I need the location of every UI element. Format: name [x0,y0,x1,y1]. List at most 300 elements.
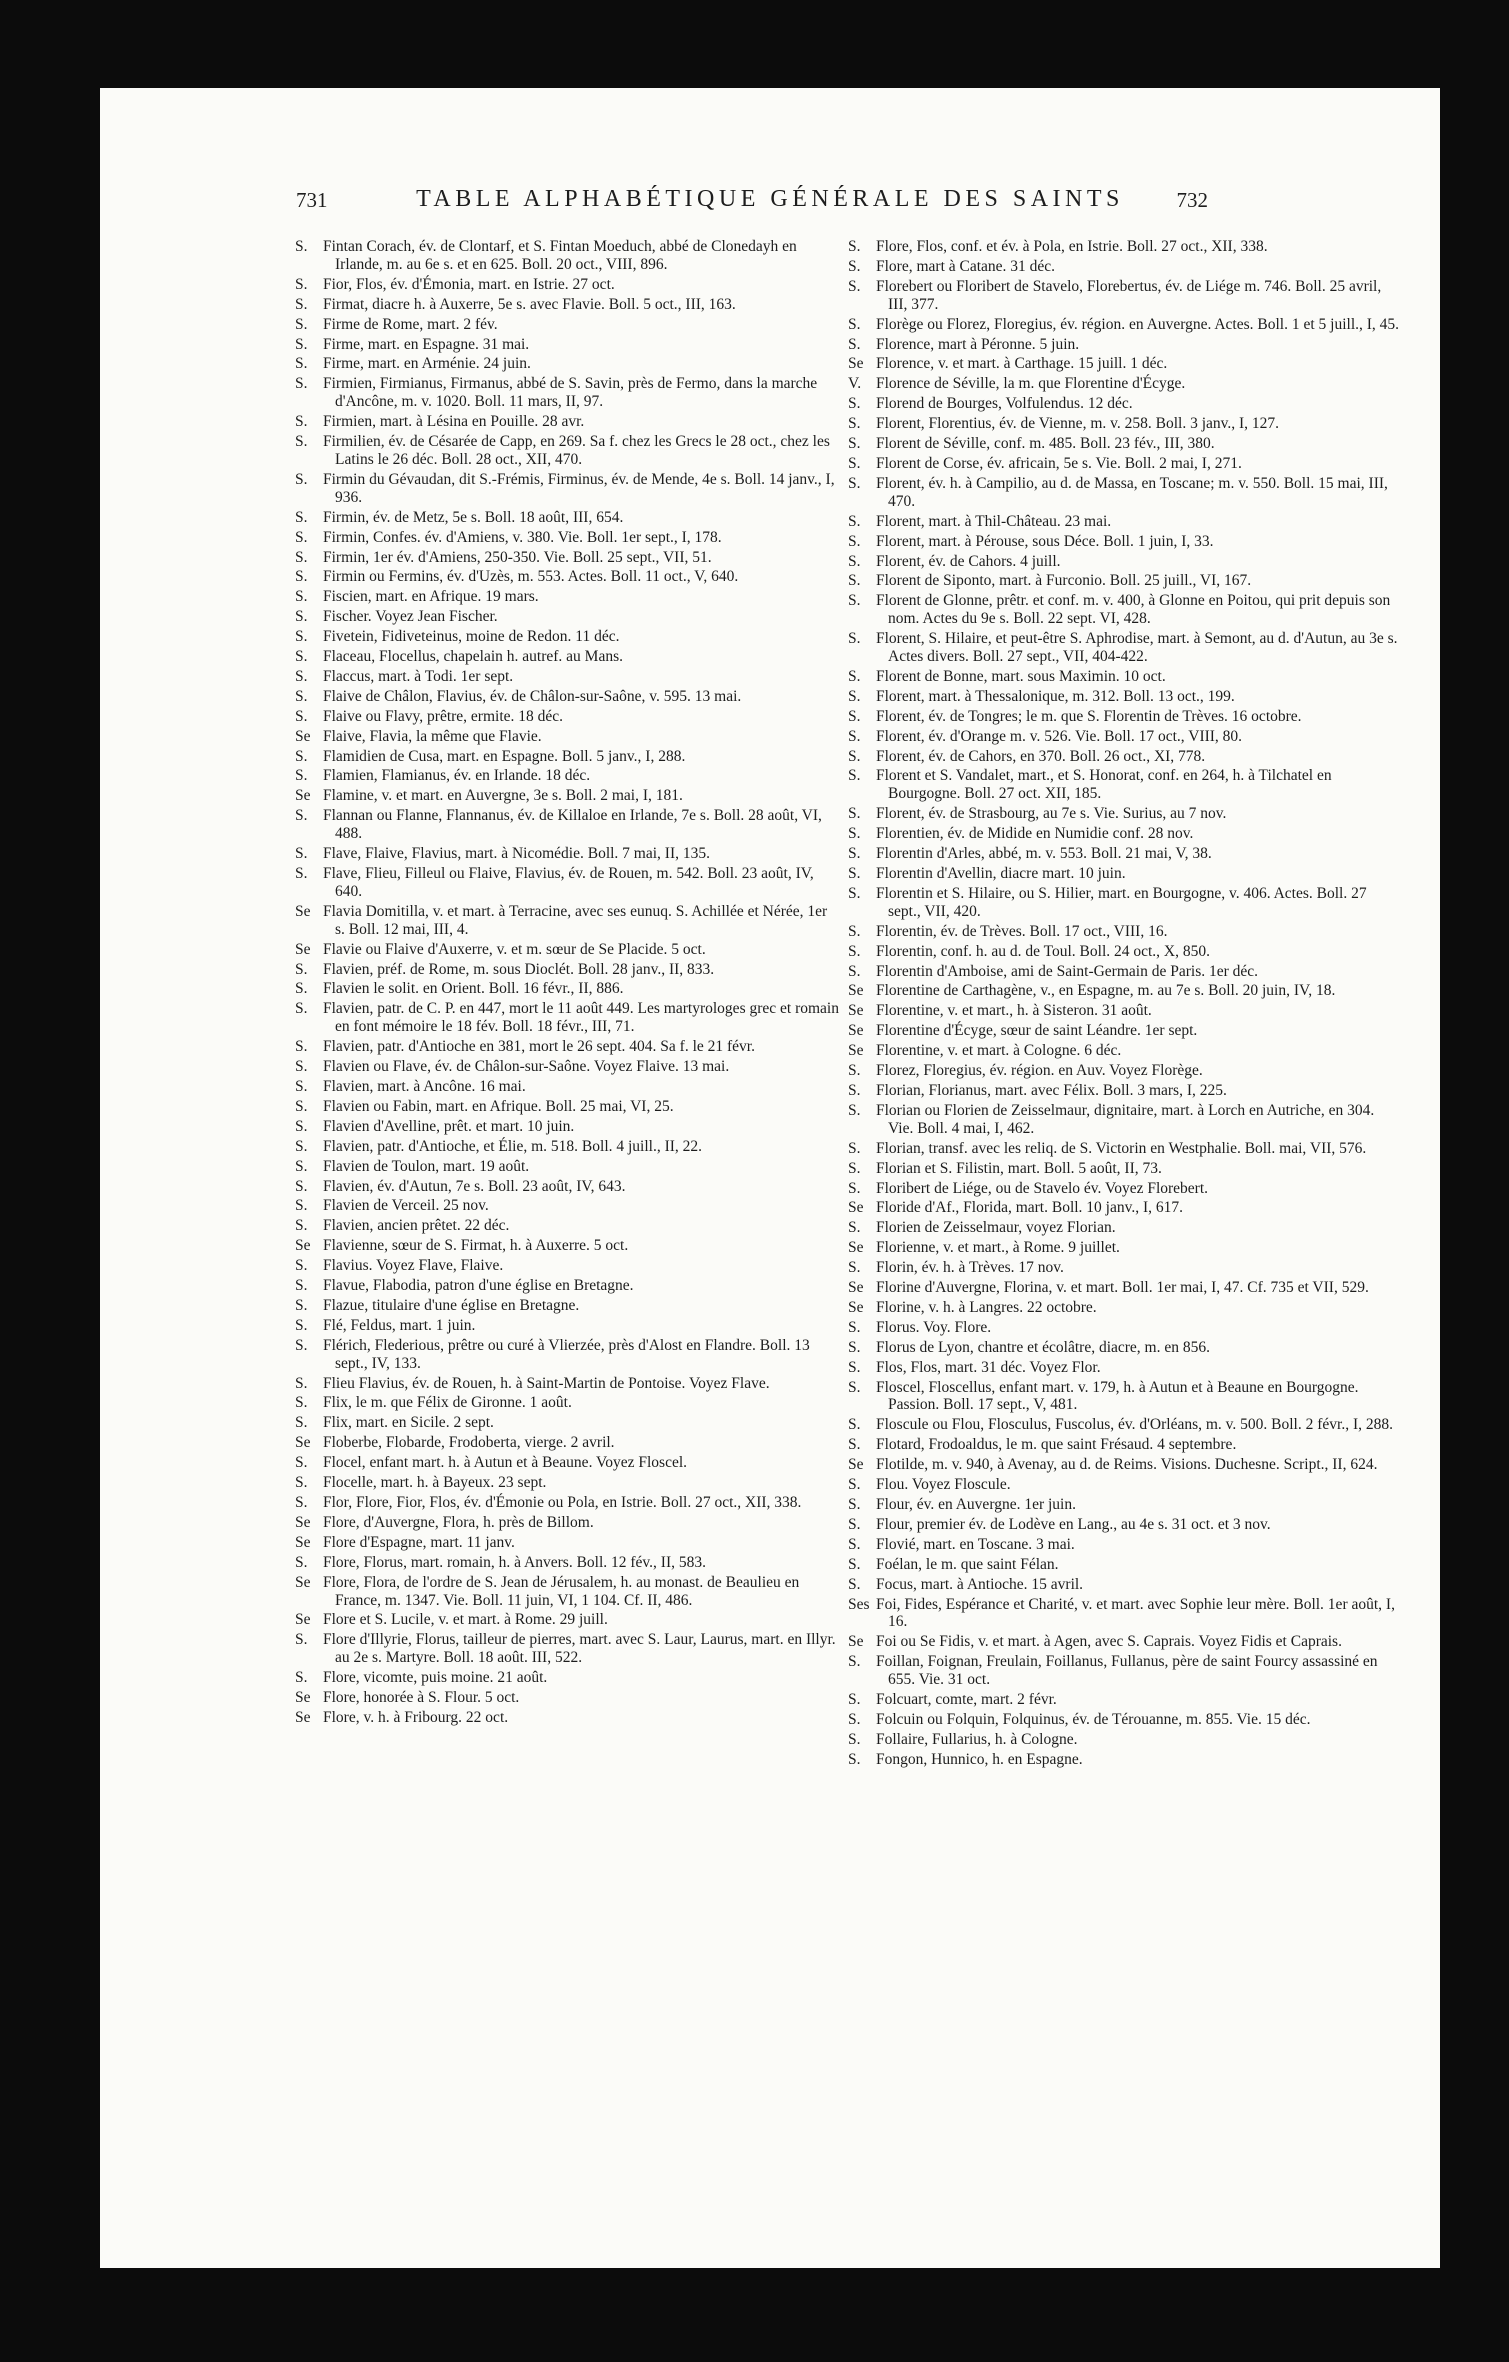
entry-title-abbr: S. [848,415,861,433]
entry [295,1434,840,1452]
entry-title-abbr: S. [295,960,308,978]
entry-title-abbr: S. [295,1097,308,1115]
entry-title-abbr: S. [295,1197,308,1215]
entry [295,433,840,469]
entry [848,238,1403,256]
entry-title-abbr: Se [848,355,864,373]
entry [295,903,840,939]
entry [848,1359,1403,1377]
entry-text: Florentine, v. et mart., h. à Sisteron. 31 août. [876,1002,1152,1020]
entry-title-abbr: S. [295,568,308,586]
entry-text: Firmien, Firmianus, Firmanus, abbé de S. Savin, près de Fermo, dans la marche d'Ancône, m. v. 1020. Boll. 11 mars, II, 97. [323,375,818,411]
entry-title-abbr: S. [295,238,308,255]
entry-title-abbr: S. [295,1374,308,1392]
entry-title-abbr: S. [848,1476,861,1494]
entry-text: Flavien le solit. en Orient. Boll. 16 févr., II, 886. [323,980,624,998]
entry-title-abbr: S. [295,433,308,451]
entry-text: Folcuin ou Folquin, Folquinus, év. de Térouanne, m. 855. Vie. 15 déc. [876,1710,1311,1728]
entry-text: Flave, Flieu, Filleul ou Flaive, Flavius, év. de Rouen, m. 542. Boll. 23 août, IV, 640. [323,865,814,900]
entry [295,336,840,354]
entry-text: Flaive, Flavia, la même que Flavie. [323,727,542,745]
entry-text: Florent, év. de Tongres; le m. que S. Florentin de Trèves. 16 octobre. [876,707,1302,725]
entry [295,1237,840,1255]
entry [848,1476,1403,1494]
entry [295,1494,840,1512]
entry [295,688,840,706]
entry [848,1691,1403,1709]
entry [295,1000,840,1036]
entry [848,1633,1403,1651]
entry-text: Flannan ou Flanne, Flannanus, év. de Killaloe en Irlande, 7e s. Boll. 28 août, VI, 488. [323,807,822,843]
entry-text: Flavien de Toulon, mart. 19 août. [323,1157,530,1175]
entry [848,1259,1403,1277]
entry-text: Flore d'Espagne, mart. 11 janv. [323,1533,515,1551]
right-column [848,238,1403,1771]
entry [295,238,840,274]
entry-title-abbr: S. [295,1394,308,1412]
entry-text: Florence, v. et mart. à Carthage. 15 juill. 1 déc. [876,355,1168,373]
entry-text: Foélan, le m. que saint Félan. [876,1555,1059,1573]
entry-text: Florian, transf. avec les reliq. de S. Victorin en Westphalie. Boll. mai, VII, 576. [876,1139,1367,1157]
entry-title-abbr: S. [848,1575,861,1593]
entry-title-abbr: S. [295,1000,308,1018]
entry-title-abbr: Se [848,1042,864,1060]
entry-title-abbr: S. [848,1219,861,1237]
entry [295,1197,840,1215]
entry [848,630,1403,666]
entry-title-abbr: S. [295,1117,308,1135]
entry-title-abbr: S. [295,865,308,882]
entry-title-abbr: S. [848,1496,861,1513]
left-column [295,238,840,1729]
entry-text: Flavius. Voyez Flave, Flaive. [323,1257,504,1275]
entry-text: Floride d'Af., Florida, mart. Boll. 10 janv., I, 617. [876,1199,1184,1217]
entry-title-abbr: S. [295,1137,308,1155]
entry-title-abbr: S. [295,1454,308,1472]
entry [295,1297,840,1315]
entry-text: Flore, vicomte, puis moine. 21 août. [323,1669,548,1687]
entry-text: Flavien de Verceil. 25 nov. [323,1197,489,1215]
page-title: TABLE ALPHABÉTIQUE GÉNÉRALE DES SAINTS [416,186,1124,212]
entry [295,1689,840,1707]
entry [848,1160,1403,1178]
entry [295,1317,840,1335]
entry-title-abbr: S. [848,707,861,725]
entry [295,748,840,766]
entry-title-abbr: S. [295,648,308,666]
entry [295,1337,840,1373]
entry-title-abbr: S. [848,532,861,550]
entry-text: Florentin et S. Hilaire, ou S. Hilier, mart. en Bourgogne, v. 406. Actes. Boll. 27 sept., VII, 420. [876,884,1367,920]
entry-text: Fior, Flos, év. d'Émonia, mart. en Istrie. 27 oct. [323,275,615,293]
entry-text: Flore, Flos, conf. et év. à Pola, en Istrie. Boll. 27 oct., XII, 338. [876,238,1268,255]
entry [848,728,1403,746]
entry [295,1611,840,1629]
entry-text: Florent, Florentius, év. de Vienne, m. v. 258. Boll. 3 janv., I, 127. [876,415,1280,433]
page-number-left: 731 [296,188,328,212]
entry [848,1199,1403,1217]
entry-text: Floscel, Floscellus, enfant mart. v. 179, h. à Autun et à Beaune en Bourgogne. Passion. Boll. 17 sept., V, 481. [876,1378,1359,1414]
entry-text: Flos, Flos, mart. 31 déc. Voyez Flor. [876,1358,1101,1376]
entry [295,1375,840,1393]
entry-title-abbr: S. [295,1316,308,1334]
entry-text: Flavie ou Flaive d'Auxerre, v. et m. sœur de Se Placide. 5 oct. [323,940,706,958]
entry-text: Florent de Siponto, mart. à Furconio. Boll. 25 juill., VI, 167. [876,572,1252,590]
entry-title-abbr: S. [848,767,861,785]
entry [295,1454,840,1472]
entry-title-abbr: S. [295,355,308,373]
entry [848,825,1403,843]
entry-title-abbr: S. [848,1318,861,1336]
entry [848,1436,1403,1454]
entry-text: Flérich, Flederious, prêtre ou curé à Vlierzée, près d'Alost en Flandre. Boll. 13 sept., IV, 133. [323,1336,810,1372]
entry-title-abbr: S. [295,1177,308,1195]
entry-text: Florent, S. Hilaire, et peut-être S. Aphrodise, mart. à Semont, au d. d'Autun, au 3e s. Actes divers. Boll. 27 sept., VII, 404-422. [876,630,1398,666]
entry-title-abbr: S. [848,572,861,590]
entry-text: Flore, mart à Catane. 31 déc. [876,257,1056,275]
entry [295,1178,840,1196]
entry [848,475,1403,511]
entry [848,668,1403,686]
entry-text: Flavia Domitilla, v. et mart. à Terracine, avec ses eunuq. S. Achillée et Nérée, 1er s. Boll. 12 mai, III, 4. [323,902,828,938]
entry-title-abbr: S. [295,508,308,526]
entry-text: Florentin, év. de Trèves. Boll. 17 oct., VIII, 16. [876,922,1168,940]
entry-text: Flocel, enfant mart. h. à Autun et à Beaune. Voyez Floscel. [323,1454,688,1472]
entry-title-abbr: S. [295,1296,308,1314]
entry-title-abbr: S. [848,1101,861,1119]
entry [848,1496,1403,1514]
entry [295,608,840,626]
entry-title-abbr: S. [848,257,861,275]
entry [848,805,1403,823]
entry-text: Flore, d'Auvergne, Flora, h. près de Billom. [323,1513,594,1531]
entry [848,1002,1403,1020]
entry [848,1536,1403,1554]
entry-title-abbr: S. [295,707,308,725]
entry [848,1022,1403,1040]
entry-title-abbr: S. [848,1179,861,1197]
entry [848,688,1403,706]
entry [295,941,840,959]
entry-text: Florentine d'Écyge, sœur de saint Léandre. 1er sept. [876,1022,1198,1040]
entry [295,648,840,666]
entry-title-abbr: S. [848,845,861,863]
entry-text: Florentien, év. de Midide en Numidie conf. 28 nov. [876,825,1194,843]
entry-text: Follaire, Fullarius, h. à Cologne. [876,1730,1078,1748]
entry-text: Flaive de Châlon, Flavius, év. de Châlon-sur-Saône, v. 595. 13 mai. [323,687,742,705]
page-number-right: 732 [1176,188,1208,212]
entry-title-abbr: S. [848,592,861,610]
entry-text: Florent, mart. à Thil-Château. 23 mai. [876,512,1112,530]
entry-text: Florentin d'Arles, abbé, m. v. 553. Boll. 21 mai, V, 38. [876,845,1212,863]
entry-text: Florentin, conf. h. au d. de Toul. Boll. 24 oct., X, 850. [876,942,1210,960]
entry-title-abbr: S. [295,470,308,488]
entry-text: Flou. Voyez Floscule. [876,1476,1011,1494]
entry-title-abbr: S. [295,1669,308,1687]
entry [848,1751,1403,1769]
entry [295,1158,840,1176]
entry-text: Flavien ou Fabin, mart. en Afrique. Boll. 25 mai, VI, 25. [323,1097,674,1115]
entry-title-abbr: S. [295,1077,308,1095]
entry-title-abbr: S. [295,1414,308,1432]
entry-title-abbr: S. [295,687,308,705]
entry-title-abbr: S. [295,807,308,825]
entry-title-abbr: S. [848,1653,861,1671]
entry [848,1416,1403,1434]
entry-title-abbr: S. [848,1378,861,1396]
entry-text: Flavien, patr. d'Antioche, et Élie, m. 518. Boll. 4 juill., II, 22. [323,1137,703,1155]
entry-text: Flavien, patr. d'Antioche en 381, mort le 26 sept. 404. Sa f. le 21 févr. [323,1038,755,1056]
entry-title-abbr: S. [848,922,861,940]
entry [295,807,840,843]
entry-text: Flé, Feldus, mart. 1 juin. [323,1316,476,1334]
entry [295,1058,840,1076]
entry-title-abbr: S. [848,942,861,960]
entry-text: Florus de Lyon, chantre et écolâtre, diacre, m. en 856. [876,1338,1210,1356]
entry-text: Flotard, Frodoaldus, le m. que saint Frésaud. 4 septembre. [876,1436,1237,1454]
entry-text: Flore et S. Lucile, v. et mart. à Rome. 29 juill. [323,1611,608,1629]
entry-text: Florentine, v. et mart. à Cologne. 6 déc. [876,1042,1122,1060]
entry-text: Florent de Bonne, mart. sous Maximin. 10 oct. [876,667,1166,685]
entry-text: Florège ou Florez, Floregius, év. région. en Auvergne. Actes. Boll. 1 et 5 juill., I, 45. [876,315,1400,333]
entry-title-abbr: S. [848,1139,861,1157]
entry [848,375,1403,393]
entry [295,1414,840,1432]
entry [295,1394,840,1412]
entry-title-abbr: S. [848,1338,861,1356]
entry-text: Florend de Bourges, Volfulendus. 12 déc. [876,395,1133,413]
entry-text: Florin, év. h. à Trèves. 17 nov. [876,1259,1064,1277]
entry-title-abbr: Se [848,1239,864,1257]
entry-title-abbr: S. [848,238,861,255]
entry-text: Fivetein, Fidiveteinus, moine de Redon. 11 déc. [323,628,620,646]
entry-text: Flocelle, mart. h. à Bayeux. 23 sept. [323,1474,547,1492]
entry [848,1379,1403,1415]
entry [848,435,1403,453]
entry-text: Florebert ou Floribert de Stavelo, Florebertus, év. de Liége m. 746. Boll. 25 avril, III, 377. [876,277,1382,313]
entry-title-abbr: Se [848,1456,864,1474]
entry-title-abbr: Se [295,1708,311,1726]
entry-title-abbr: S. [848,1159,861,1177]
entry-title-abbr: Se [295,1533,311,1551]
entry-text: Florent, év. d'Orange m. v. 526. Vie. Boll. 17 oct., VIII, 80. [876,727,1243,745]
entry-title-abbr: V. [848,375,862,393]
entry [295,276,840,294]
entry-title-abbr: S. [848,552,861,570]
entry-title-abbr: S. [295,528,308,546]
entry-title-abbr: Se [295,902,311,920]
entry-title-abbr: Se [848,1022,864,1040]
entry-title-abbr: S. [295,1038,308,1056]
entry-text: Florentin d'Avellin, diacre mart. 10 juin. [876,865,1126,882]
entry [295,549,840,567]
entry [848,1516,1403,1534]
entry [848,1319,1403,1337]
entry [848,767,1403,803]
entry-text: Flave, Flaive, Flavius, mart. à Nicomédie. Boll. 7 mai, II, 135. [323,845,711,863]
entry-title-abbr: S. [295,628,308,646]
entry-title-abbr: Ses [848,1595,870,1613]
entry-title-abbr: S. [295,295,308,313]
entry-text: Flaive ou Flavy, prêtre, ermite. 18 déc. [323,707,564,725]
entry-text: Firmin, 1er év. d'Amiens, 250-350. Vie. Boll. 25 sept., VII, 51. [323,548,712,566]
entry-title-abbr: S. [295,1058,308,1076]
entry-text: Flavue, Flabodia, patron d'une église en Bretagne. [323,1277,634,1295]
entry-text: Flavien, patr. de C. P. en 447, mort le 11 août 449. Les martyrologes grec et romain en font mémoire le 18 fév. Boll. 18 févr., III, 71. [323,1000,839,1036]
entry-title-abbr: S. [848,630,861,648]
entry-title-abbr: Se [848,1002,864,1020]
entry-title-abbr: S. [848,1710,861,1728]
entry [295,529,840,547]
entry-text: Flix, le m. que Félix de Gironne. 1 août. [323,1394,572,1412]
entry-text: Florine d'Auvergne, Florina, v. et mart. Boll. 1er mai, I, 47. Cf. 735 et VII, 529. [876,1279,1369,1297]
entry [295,1277,840,1295]
entry-text: Flazue, titulaire d'une église en Bretagne. [323,1296,580,1314]
entry-text: Firmien, mart. à Lésina en Pouille. 28 avr. [323,413,585,431]
entry [848,1140,1403,1158]
entry-text: Florent et S. Vandalet, mart., et S. Honorat, conf. en 264, h. à Tilchatel en Bourgogne. Boll. 27 oct. XII, 185. [876,767,1332,803]
entry [295,668,840,686]
entry-text: Florent de Corse, év. africain, 5e s. Vie. Boll. 2 mai, I, 271. [876,454,1242,472]
entry-title-abbr: S. [848,1436,861,1454]
entry-title-abbr: S. [295,1553,308,1571]
entry [848,415,1403,433]
entry [848,278,1403,314]
entry-title-abbr: S. [295,1157,308,1175]
entry-text: Firme de Rome, mart. 2 fév. [323,315,498,333]
entry-text: Foillan, Foignan, Freulain, Foillanus, Fullanus, père de saint Fourcy assassiné en 655. Vie. 31 oct. [876,1653,1378,1689]
entry-text: Florent, év. de Cahors. 4 juill. [876,552,1061,570]
entry-title-abbr: S. [848,884,861,902]
entry-text: Firme, mart. en Espagne. 31 mai. [323,335,530,353]
entry-title-abbr: S. [848,277,861,295]
entry-title-abbr: S. [848,687,861,705]
entry-text: Fongon, Hunnico, h. en Espagne. [876,1750,1083,1768]
entry [848,1339,1403,1357]
entry-title-abbr: S. [295,845,308,863]
entry-text: Florent, év. de Strasbourg, au 7e s. Vie. Surius, au 7 nov. [876,805,1227,823]
entry-title-abbr: S. [848,1416,861,1434]
entry-text: Flavien ou Flave, év. de Châlon-sur-Saône. Voyez Flaive. 13 mai. [323,1058,730,1076]
entry [848,1042,1403,1060]
entry-text: Foi, Fides, Espérance et Charité, v. et mart. avec Sophie leur mère. Boll. 1er août, I, 16. [876,1595,1395,1631]
entry-text: Florence, mart à Péronne. 5 juin. [876,335,1080,353]
entry-title-abbr: Se [295,1689,311,1707]
entry-title-abbr: S. [848,1081,861,1099]
entry [295,787,840,805]
entry-title-abbr: Se [295,1237,311,1255]
entry-text: Florent, mart. à Pérouse, sous Déce. Boll. 1 juin, I, 33. [876,532,1214,550]
entry-title-abbr: S. [848,1691,861,1709]
entry-text: Florentin d'Amboise, ami de Saint-Germain de Paris. 1er déc. [876,962,1259,980]
entry-text: Florian, Florianus, mart. avec Félix. Boll. 3 mars, I, 225. [876,1081,1227,1099]
page-header [100,188,1440,228]
entry-text: Flore, Florus, mart. romain, h. à Anvers. Boll. 12 fév., II, 583. [323,1553,706,1571]
entry [295,568,840,586]
entry [295,1257,840,1275]
entry-text: Floberbe, Flobarde, Frodoberta, vierge. 2 avril. [323,1434,615,1452]
entry-text: Florez, Floregius, év. région. en Auv. Voyez Florège. [876,1062,1203,1080]
entry-title-abbr: Se [295,727,311,745]
entry [848,845,1403,863]
entry [848,455,1403,473]
entry [848,1102,1403,1138]
entry [295,1669,840,1687]
entry-title-abbr: S. [295,375,308,393]
entry-text: Firmin, év. de Metz, 5e s. Boll. 18 août, III, 654. [323,508,624,526]
entry-text: Florian et S. Filistin, mart. Boll. 5 août, II, 73. [876,1159,1162,1177]
entry-title-abbr: S. [848,1555,861,1573]
entry-title-abbr: S. [848,1515,861,1533]
entry-text: Foi ou Se Fidis, v. et mart. à Agen, avec S. Caprais. Voyez Fidis et Caprais. [876,1633,1342,1651]
entry [295,961,840,979]
entry [848,1299,1403,1317]
entry [848,316,1403,334]
entry-text: Flix, mart. en Sicile. 2 sept. [323,1414,494,1432]
entry [848,355,1403,373]
entry [295,1574,840,1610]
entry [295,708,840,726]
entry [295,296,840,314]
entry-title-abbr: S. [295,335,308,353]
entry-text: Flour, év. en Auvergne. 1er juin. [876,1496,1076,1513]
entry-title-abbr: S. [848,1535,861,1553]
entry [295,865,840,901]
entry-title-abbr: S. [848,1750,861,1768]
entry-text: Firmilien, év. de Césarée de Capp, en 269. Sa f. chez les Grecs le 28 oct., chez les Latins le 26 déc. Boll. 28 oct., XII, 470. [323,433,830,468]
entry-title-abbr: S. [848,825,861,843]
entry [295,1038,840,1056]
entry [295,1709,840,1727]
entry-text: Flavien, préf. de Rome, m. sous Dioclét. Boll. 28 janv., II, 833. [323,960,715,978]
entry-text: Flore, Flora, de l'ordre de S. Jean de Jérusalem, h. au monast. de Beaulieu en France, m. 1347. Vie. Boll. 11 juin, VI, 1 104. Cf. II, 486. [323,1573,800,1609]
entry-title-abbr: S. [848,454,861,472]
entry [295,413,840,431]
entry-title-abbr: S. [295,588,308,606]
entry [848,572,1403,590]
entry-title-abbr: S. [295,548,308,566]
entry [848,943,1403,961]
entry [295,1534,840,1552]
entry [848,592,1403,628]
entry-text: Flaccus, mart. à Todi. 1er sept. [323,667,514,685]
entry-title-abbr: Se [848,1199,864,1217]
entry [848,1180,1403,1198]
entry [848,1596,1403,1632]
entry-title-abbr: S. [848,805,861,823]
entry-title-abbr: S. [848,435,861,453]
entry [295,355,840,373]
entry [848,1456,1403,1474]
entry-text: Florien de Zeisselmaur, voyez Florian. [876,1219,1116,1237]
entry-title-abbr: S. [848,474,861,492]
entry-title-abbr: Se [295,787,311,805]
entry-text: Florine, v. h. à Langres. 22 octobre. [876,1298,1097,1316]
entry-title-abbr: S. [848,512,861,530]
entry [848,1576,1403,1594]
entry-title-abbr: S. [848,1259,861,1277]
entry-text: Fischer. Voyez Jean Fischer. [323,608,498,626]
entry-text: Florus. Voy. Flore. [876,1318,992,1336]
entry [848,963,1403,981]
entry-text: Flor, Flore, Fior, Flos, év. d'Émonie ou Pola, en Istrie. Boll. 27 oct., XII, 338. [323,1494,802,1511]
entry-title-abbr: S. [295,413,308,431]
entry [295,1118,840,1136]
entry-title-abbr: Se [848,1279,864,1297]
entry-text: Flavienne, sœur de S. Firmat, h. à Auxerre. 5 oct. [323,1237,629,1255]
entry [295,767,840,785]
entry [295,728,840,746]
